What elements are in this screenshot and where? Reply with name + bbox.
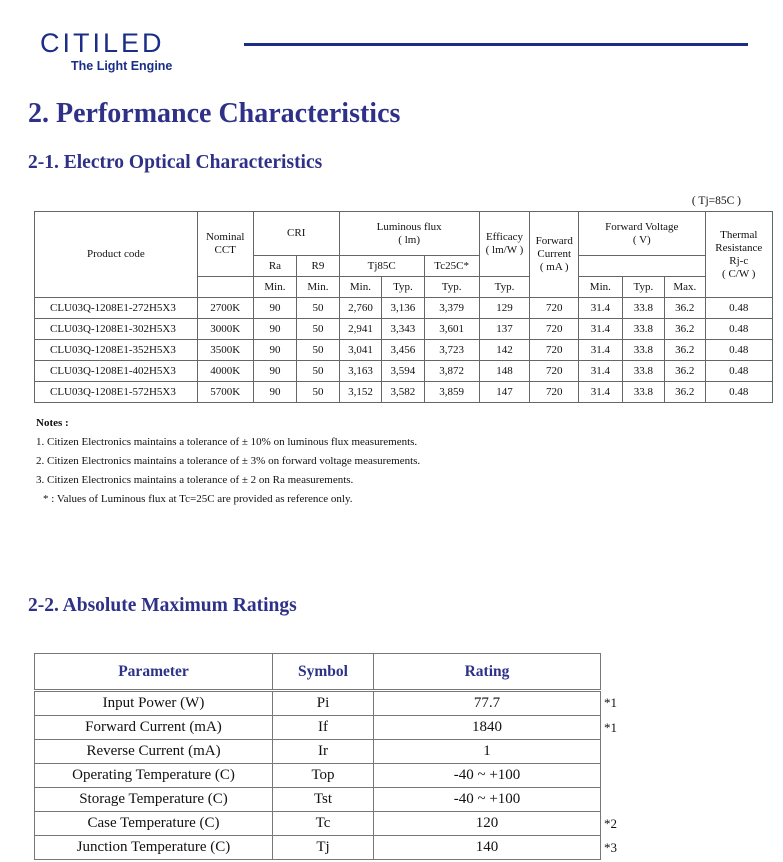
efficacy-label: Efficacy bbox=[485, 231, 524, 243]
section-title: 2. Performance Characteristics bbox=[28, 98, 401, 129]
value-cell: 50 bbox=[297, 298, 339, 319]
table-row bbox=[35, 740, 645, 764]
ra-min: Min. bbox=[253, 277, 297, 298]
value-cell: 36.2 bbox=[665, 361, 705, 382]
value-cell: 33.8 bbox=[622, 382, 664, 403]
note-cell: *1 bbox=[604, 719, 617, 735]
col-tj85: Tj85C bbox=[339, 256, 424, 277]
note-cell: *1 bbox=[604, 695, 617, 710]
symbol-cell: Tc bbox=[273, 812, 374, 836]
symbol-cell: Pi bbox=[273, 691, 374, 716]
amr-title: 2-2. Absolute Maximum Ratings bbox=[28, 595, 297, 616]
eo-title: 2-1. Electro Optical Characteristics bbox=[28, 152, 323, 173]
col-forward-current bbox=[530, 212, 579, 298]
rating-cell: 120 bbox=[374, 812, 601, 836]
col-product-code: Product code bbox=[35, 212, 198, 298]
note-item: 3. Citizen Electronics maintains a tolerance of ± 2 on Ra measurements. bbox=[36, 474, 354, 486]
value-cell: 36.2 bbox=[665, 340, 705, 361]
table-row bbox=[35, 764, 645, 788]
col-rating: Rating bbox=[374, 654, 601, 691]
table-row bbox=[35, 716, 645, 740]
value-cell: 3,152 bbox=[339, 382, 381, 403]
thermal-label: Thermal Resistance bbox=[715, 228, 763, 254]
value-cell: 31.4 bbox=[579, 319, 623, 340]
value-cell: 2,760 bbox=[339, 298, 381, 319]
value-cell: 720 bbox=[530, 298, 579, 319]
note-cell bbox=[601, 740, 645, 764]
col-ra: Ra bbox=[253, 256, 297, 277]
rating-cell: 140 bbox=[374, 836, 601, 860]
thermal-symbol: Rj-c bbox=[729, 254, 749, 267]
rating-cell: -40 ~ +100 bbox=[374, 788, 601, 812]
value-cell: 0.48 bbox=[705, 340, 772, 361]
value-cell: 33.8 bbox=[622, 298, 664, 319]
parameter-cell: Input Power (W) bbox=[35, 691, 273, 716]
table-row bbox=[35, 812, 645, 836]
symbol-cell: Tj bbox=[273, 836, 374, 860]
value-cell: 33.8 bbox=[622, 340, 664, 361]
table-row bbox=[35, 691, 645, 716]
value-cell: 90 bbox=[253, 361, 297, 382]
parameter-cell: Storage Temperature (C) bbox=[35, 788, 273, 812]
value-cell: 5700K bbox=[197, 382, 253, 403]
symbol-cell: If bbox=[273, 716, 374, 740]
voltage-min: Min. bbox=[579, 277, 623, 298]
value-cell: 720 bbox=[530, 340, 579, 361]
value-cell: 3,041 bbox=[339, 340, 381, 361]
symbol-cell: Tst bbox=[273, 788, 374, 812]
parameter-cell: Junction Temperature (C) bbox=[35, 836, 273, 860]
note-item: 1. Citizen Electronics maintains a tolerance of ± 10% on luminous flux measurements. bbox=[36, 436, 418, 448]
value-cell: 33.8 bbox=[622, 361, 664, 382]
current-label: Forward Current bbox=[535, 235, 573, 260]
parameter-cell: Case Temperature (C) bbox=[35, 812, 273, 836]
product-code-cell: CLU03Q-1208E1-572H5X3 bbox=[35, 382, 198, 403]
value-cell: 720 bbox=[530, 382, 579, 403]
value-cell: 0.48 bbox=[705, 361, 772, 382]
value-cell: 3500K bbox=[197, 340, 253, 361]
voltage-typ: Typ. bbox=[622, 277, 664, 298]
value-cell: 147 bbox=[479, 382, 530, 403]
voltage-label: Forward Voltage bbox=[605, 220, 679, 233]
note-item: 2. Citizen Electronics maintains a tolerance of ± 3% on forward voltage measurements. bbox=[36, 455, 421, 467]
product-code-cell: CLU03Q-1208E1-272H5X3 bbox=[35, 298, 198, 319]
value-cell: 3,163 bbox=[339, 361, 381, 382]
efficacy-typ: Typ. bbox=[479, 277, 530, 298]
efficacy-unit: ( lm/W ) bbox=[485, 244, 524, 256]
value-cell: 50 bbox=[297, 340, 339, 361]
brand-tagline: The Light Engine bbox=[71, 59, 173, 73]
col-note bbox=[601, 654, 645, 691]
value-cell: 2700K bbox=[197, 298, 253, 319]
table-row bbox=[35, 298, 773, 319]
rating-cell: 77.7 bbox=[374, 691, 601, 716]
brand-name: CITILED bbox=[40, 28, 165, 58]
flux-typ: Typ. bbox=[382, 277, 424, 298]
value-cell: 0.48 bbox=[705, 382, 772, 403]
value-cell: 50 bbox=[297, 319, 339, 340]
value-cell: 0.48 bbox=[705, 319, 772, 340]
product-code-cell: CLU03Q-1208E1-352H5X3 bbox=[35, 340, 198, 361]
value-cell: 3,872 bbox=[424, 361, 479, 382]
col-forward-voltage bbox=[579, 212, 705, 256]
value-cell: 31.4 bbox=[579, 382, 623, 403]
flux-min: Min. bbox=[339, 277, 381, 298]
value-cell: 90 bbox=[253, 319, 297, 340]
value-cell: 36.2 bbox=[665, 298, 705, 319]
rating-cell: -40 ~ +100 bbox=[374, 764, 601, 788]
nominal-spacer bbox=[197, 277, 253, 298]
voltage-unit: ( V) bbox=[632, 233, 651, 246]
note-cell: *3 bbox=[604, 839, 617, 855]
test-condition: ( Tj=85C ) bbox=[691, 195, 741, 207]
value-cell: 3,723 bbox=[424, 340, 479, 361]
value-cell: 33.8 bbox=[622, 319, 664, 340]
value-cell: 720 bbox=[530, 319, 579, 340]
col-parameter: Parameter bbox=[35, 654, 273, 691]
table-row bbox=[35, 382, 773, 403]
table-row bbox=[35, 788, 645, 812]
note-cell bbox=[601, 764, 645, 788]
value-cell: 50 bbox=[297, 361, 339, 382]
value-cell: 31.4 bbox=[579, 361, 623, 382]
table-row bbox=[35, 319, 773, 340]
electro-optical-table bbox=[34, 211, 773, 403]
value-cell: 3,582 bbox=[382, 382, 424, 403]
col-efficacy bbox=[479, 212, 530, 277]
value-cell: 36.2 bbox=[665, 319, 705, 340]
flux-label: Luminous flux bbox=[376, 220, 442, 233]
value-cell: 148 bbox=[479, 361, 530, 382]
value-cell: 142 bbox=[479, 340, 530, 361]
col-luminous-flux bbox=[339, 212, 479, 256]
col-tc25: Tc25C* bbox=[424, 256, 479, 277]
current-unit: ( mA ) bbox=[539, 261, 569, 273]
symbol-cell: Top bbox=[273, 764, 374, 788]
value-cell: 137 bbox=[479, 319, 530, 340]
table-row bbox=[35, 836, 645, 860]
table-row bbox=[35, 361, 773, 382]
value-cell: 50 bbox=[297, 382, 339, 403]
value-cell: 4000K bbox=[197, 361, 253, 382]
table-row bbox=[35, 340, 773, 361]
value-cell: 2,941 bbox=[339, 319, 381, 340]
rating-cell: 1 bbox=[374, 740, 601, 764]
col-r9: R9 bbox=[297, 256, 339, 277]
value-cell: 129 bbox=[479, 298, 530, 319]
parameter-cell: Reverse Current (mA) bbox=[35, 740, 273, 764]
value-cell: 3,859 bbox=[424, 382, 479, 403]
notes-title: Notes : bbox=[36, 417, 69, 429]
parameter-cell: Forward Current (mA) bbox=[35, 716, 273, 740]
col-cri: CRI bbox=[253, 212, 339, 256]
flux-unit: ( lm) bbox=[398, 233, 420, 246]
note-cell: *2 bbox=[604, 815, 617, 831]
r9-min: Min. bbox=[297, 277, 339, 298]
notes bbox=[36, 414, 420, 509]
col-thermal-resistance bbox=[705, 212, 772, 298]
value-cell: 3,601 bbox=[424, 319, 479, 340]
value-cell: 3,379 bbox=[424, 298, 479, 319]
product-code-cell: CLU03Q-1208E1-402H5X3 bbox=[35, 361, 198, 382]
value-cell: 720 bbox=[530, 361, 579, 382]
product-code-cell: CLU03Q-1208E1-302H5X3 bbox=[35, 319, 198, 340]
value-cell: 3000K bbox=[197, 319, 253, 340]
col-nominal-cct: Nominal CCT bbox=[197, 212, 253, 277]
thermal-unit: ( C/W ) bbox=[722, 267, 756, 280]
parameter-cell: Operating Temperature (C) bbox=[35, 764, 273, 788]
value-cell: 36.2 bbox=[665, 382, 705, 403]
value-cell: 0.48 bbox=[705, 298, 772, 319]
voltage-max: Max. bbox=[665, 277, 705, 298]
value-cell: 3,594 bbox=[382, 361, 424, 382]
absolute-max-ratings-table bbox=[34, 653, 645, 860]
value-cell: 3,136 bbox=[382, 298, 424, 319]
value-cell: 90 bbox=[253, 298, 297, 319]
value-cell: 90 bbox=[253, 340, 297, 361]
value-cell: 31.4 bbox=[579, 298, 623, 319]
note-cell bbox=[601, 788, 645, 812]
value-cell: 3,456 bbox=[382, 340, 424, 361]
brand-logo bbox=[40, 28, 225, 73]
value-cell: 3,343 bbox=[382, 319, 424, 340]
col-symbol: Symbol bbox=[273, 654, 374, 691]
flux-tc-typ: Typ. bbox=[424, 277, 479, 298]
rating-cell: 1840 bbox=[374, 716, 601, 740]
note-item: * : Values of Luminous flux at Tc=25C are provided as reference only. bbox=[43, 493, 353, 505]
value-cell: 31.4 bbox=[579, 340, 623, 361]
voltage-spacer bbox=[579, 256, 705, 277]
symbol-cell: Ir bbox=[273, 740, 374, 764]
value-cell: 90 bbox=[253, 382, 297, 403]
header-rule bbox=[244, 43, 748, 46]
